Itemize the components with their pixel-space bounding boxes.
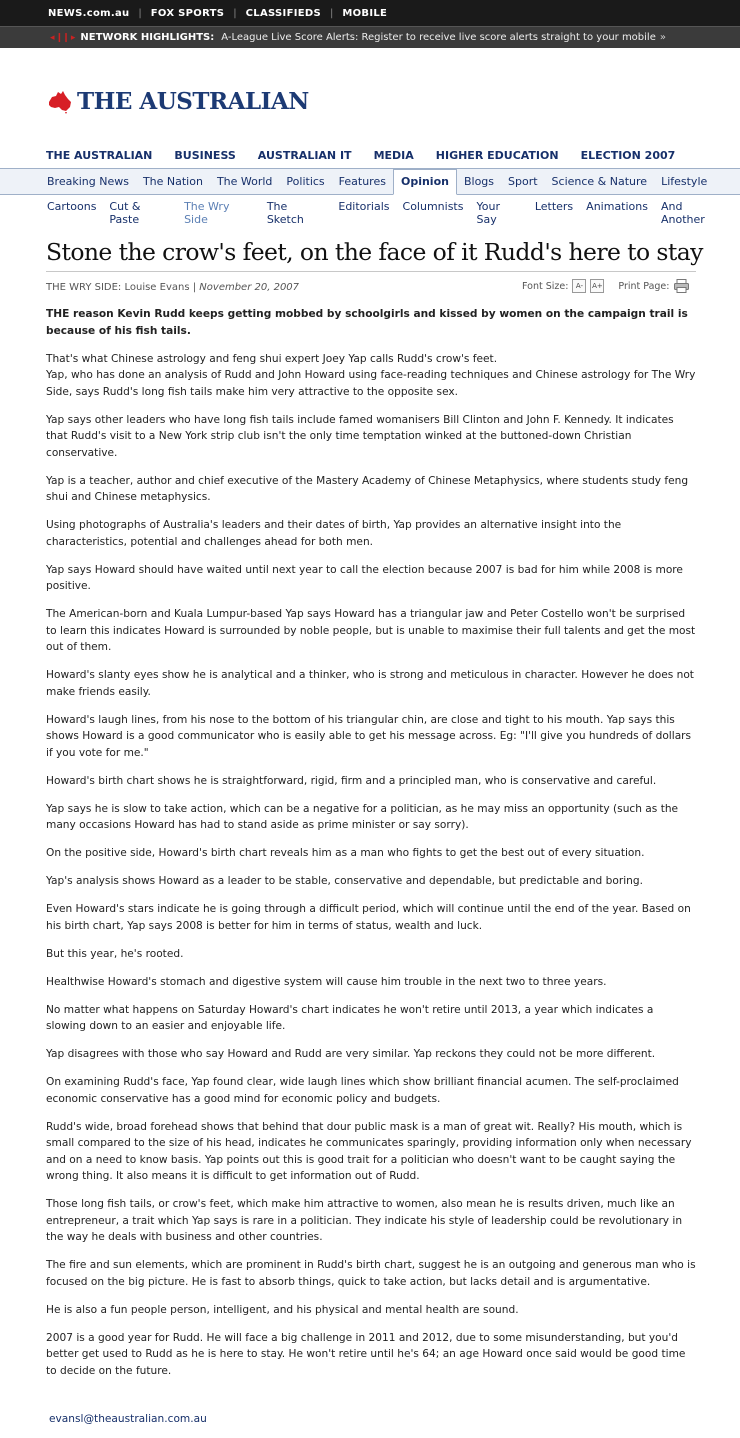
tab-breaking-news[interactable]: Breaking News	[47, 175, 129, 188]
article-paragraph: Howard's laugh lines, from his nose to the bottom of his triangular chin, are close and tight to his mouth. Yap says this shows Howard is a good communicator who is easily able to get his message across. Eg: "I'll give you hundreds of dollars if you vote for me."	[46, 713, 692, 759]
article-body	[46, 306, 696, 1391]
article-paragraph: Yap says other leaders who have long fish tails include famed womanisers Bill Clinton and John F. Kennedy. It indicates that Rudd's visit to a New York strip club isn't the only time temptation winked at the buttoned-down Christian conservative.	[46, 413, 674, 459]
article-paragraph: Healthwise Howard's stomach and digestive system will cause him trouble in the next two to three years.	[46, 975, 607, 988]
highlight-link[interactable]: A-League Live Score Alerts: Register to receive live score alerts straight to your mobile	[221, 32, 656, 43]
author-email-link[interactable]: evansl@theaustralian.com.au	[49, 1413, 207, 1425]
subnav-cut-paste[interactable]: Cut & Paste	[109, 200, 141, 226]
section-election-2007[interactable]: ELECTION 2007	[580, 149, 676, 162]
article-date: November 20, 2007	[199, 282, 300, 293]
tab-the-world[interactable]: The World	[216, 175, 273, 188]
site-logo[interactable]	[47, 88, 309, 115]
article-paragraph: That's what Chinese astrology and feng shui expert Joey Yap calls Rudd's crow's feet.	[46, 352, 498, 365]
article-paragraph: The American-born and Kuala Lumpur-based Yap says Howard has a triangular jaw and Peter Costello won't be surprised to learn this indicates Howard is surrounded by noble people, but is unable to maximise their full talents and get the most out of them.	[46, 608, 696, 653]
site-logo-text: THE AUSTRALIAN	[77, 88, 309, 115]
tab-features[interactable]: Features	[338, 175, 386, 188]
subnav-letters[interactable]: Letters	[534, 200, 574, 213]
network-bar	[0, 0, 740, 26]
article-paragraph: On examining Rudd's face, Yap found clear, wide laugh lines which show brilliant financial acumen. The self-proclaimed economic conservative has a good mind for economic policy and budgets.	[46, 1076, 679, 1105]
australia-map-icon	[47, 90, 73, 114]
section-media[interactable]: MEDIA	[373, 149, 414, 162]
section-nav	[46, 149, 697, 162]
section-the-australian[interactable]: THE AUSTRALIAN	[46, 149, 153, 162]
article-paragraph: Even Howard's stars indicate he is going through a difficult period, which will continue until the end of the year. Based on his birth chart, Yap says 2008 is better for him in terms of status, wealth and luck.	[46, 903, 691, 932]
byline-author: THE WRY SIDE: Louise Evans |	[46, 282, 197, 293]
network-highlights-bar	[0, 26, 740, 48]
network-link-fox-sports[interactable]: FOX SPORTS	[150, 7, 225, 19]
article-paragraph: Howard's slanty eyes show he is analytical and a thinker, who is strong and meticulous in character. However he does not make friends easily.	[46, 669, 694, 698]
font-smaller-button[interactable]: A-	[572, 279, 586, 293]
article-paragraph: Yap disagrees with those who say Howard and Rudd are very similar. Yap reckons they could not be more different.	[46, 1048, 656, 1060]
tab-sport[interactable]: Sport	[508, 175, 538, 188]
divider: |	[329, 7, 334, 19]
network-link-classifieds[interactable]: CLASSIFIEDS	[245, 7, 321, 19]
article-paragraph: Yap is a teacher, author and chief executive of the Mastery Academy of Chinese Metaphysics, where students study feng shui and Chinese metaphysics.	[46, 474, 689, 503]
article-paragraph: He is also a fun people person, intelligent, and his physical and mental health are sound.	[46, 1303, 519, 1316]
article-paragraph: No matter what happens on Saturday Howard's chart indicates he won't retire until 2013, a year which indicates a slowing down to an easier and enjoyable life.	[46, 1003, 654, 1032]
subnav-and-another[interactable]: And Another	[660, 200, 705, 226]
section-higher-education[interactable]: HIGHER EDUCATION	[435, 149, 559, 162]
section-australian-it[interactable]: AUSTRALIAN IT	[257, 149, 352, 162]
article-paragraph: Using photographs of Australia's leaders and their dates of birth, Yap provides an alternative insight into the characteristics, potential and challenges ahead for both men.	[46, 519, 622, 548]
highlights-label: NETWORK HIGHLIGHTS:	[80, 32, 215, 43]
tab-science-nature[interactable]: Science & Nature	[551, 175, 648, 188]
article-headline: Stone the crow's feet, on the face of it Rudd's here to stay	[46, 238, 703, 266]
article-lead: THE reason Kevin Rudd keeps getting mobbed by schoolgirls and kissed by women on the campaign trail is because of his fish tails.	[46, 308, 688, 337]
article-paragraph: Yap's analysis shows Howard as a leader to be stable, conservative and dependable, but predictable and boring.	[46, 875, 643, 887]
divider: |	[233, 7, 237, 19]
subnav-animations[interactable]: Animations	[586, 200, 648, 213]
subnav-your-say[interactable]: Your Say	[476, 200, 500, 226]
divider: |	[138, 7, 142, 19]
opinion-subnav	[47, 200, 740, 226]
article-paragraph: The fire and sun elements, which are prominent in Rudd's birth chart, suggest he is an outgoing and generous man who is focused on the big picture. He is fast to absorb things, quick to take action, but lacks detail and is argumentative.	[46, 1259, 696, 1288]
article-paragraph: Yap says Howard should have waited until next year to call the election because 2007 is bad for him while 2008 is more positive.	[46, 563, 683, 592]
category-tab-bar	[0, 168, 740, 195]
article-paragraph: Those long fish tails, or crow's feet, which make him attractive to women, also mean he is results driven, much like an entrepreneur, a trait which Yap says is rare in a politician. They indicate his style of leadership could be revolutionary in the way he deals with business and other countries.	[46, 1198, 683, 1243]
article-paragraph: On the positive side, Howard's birth chart reveals him as a man who fights to get the best out of every situation.	[46, 847, 645, 859]
tab-the-nation[interactable]: The Nation	[142, 175, 203, 188]
article-paragraph: But this year, he's rooted.	[46, 947, 184, 960]
print-page-label: Print Page:	[618, 280, 670, 292]
tab-blogs[interactable]: Blogs	[463, 175, 495, 188]
subnav-the-wry-side[interactable]: The Wry Side	[184, 200, 230, 226]
subnav-columnists[interactable]: Columnists	[402, 200, 464, 213]
ticker-controls-icon[interactable]: ◂ ❙❙ ▸	[50, 32, 75, 43]
font-size-label: Font Size:	[522, 280, 569, 292]
tab-opinion[interactable]: Opinion	[393, 169, 457, 195]
article-paragraph: Yap, who has done an analysis of Rudd and John Howard using face-reading techniques and Chinese astrology for The Wry Side, says Rudd's long fish tails make him very attractive to the opposite sex.	[46, 369, 696, 398]
printer-icon[interactable]	[674, 279, 689, 293]
font-larger-button[interactable]: A+	[590, 279, 604, 293]
article-paragraph: 2007 is a good year for Rudd. He will face a big challenge in 2011 and 2012, due to some misunderstanding, but you'd better get used to Rudd as he is here to stay. He won't retire until he's 64; an age Howard once said would be good time to decide on the future.	[46, 1331, 686, 1377]
headline-divider	[46, 271, 696, 272]
tab-lifestyle[interactable]: Lifestyle	[661, 175, 708, 188]
network-link-mobile[interactable]: MOBILE	[342, 7, 388, 19]
article-paragraph: Howard's birth chart shows he is straightforward, rigid, firm and a principled man, who is conservative and careful.	[46, 774, 657, 787]
article-paragraph: Rudd's wide, broad forehead shows that behind that dour public mask is a man of great wit. Really? His mouth, which is small compared to the size of his head, indicates he communicates sparingly, providing information only when necessary and on a need to know basis. Yap points out this is good trait for a politician who doesn't want to be caught saying the wrong thing. It also means it is difficult to get information out of Rudd.	[46, 1120, 692, 1182]
subnav-editorials[interactable]: Editorials	[338, 200, 390, 213]
article-paragraph: Yap says he is slow to take action, which can be a negative for a politician, as he may miss an opportunity (such as the many occasions Howard has had to stand aside as prime minister or say sorry).	[46, 802, 679, 831]
subnav-the-sketch[interactable]: The Sketch	[266, 200, 304, 226]
subnav-cartoons[interactable]: Cartoons	[47, 200, 97, 213]
chevron-right-icon: »	[659, 32, 666, 43]
network-link-news[interactable]: NEWS.com.au	[48, 7, 130, 19]
article-byline	[46, 282, 299, 293]
section-business[interactable]: BUSINESS	[174, 149, 236, 162]
article-tools	[522, 279, 689, 293]
tab-politics[interactable]: Politics	[286, 175, 325, 188]
